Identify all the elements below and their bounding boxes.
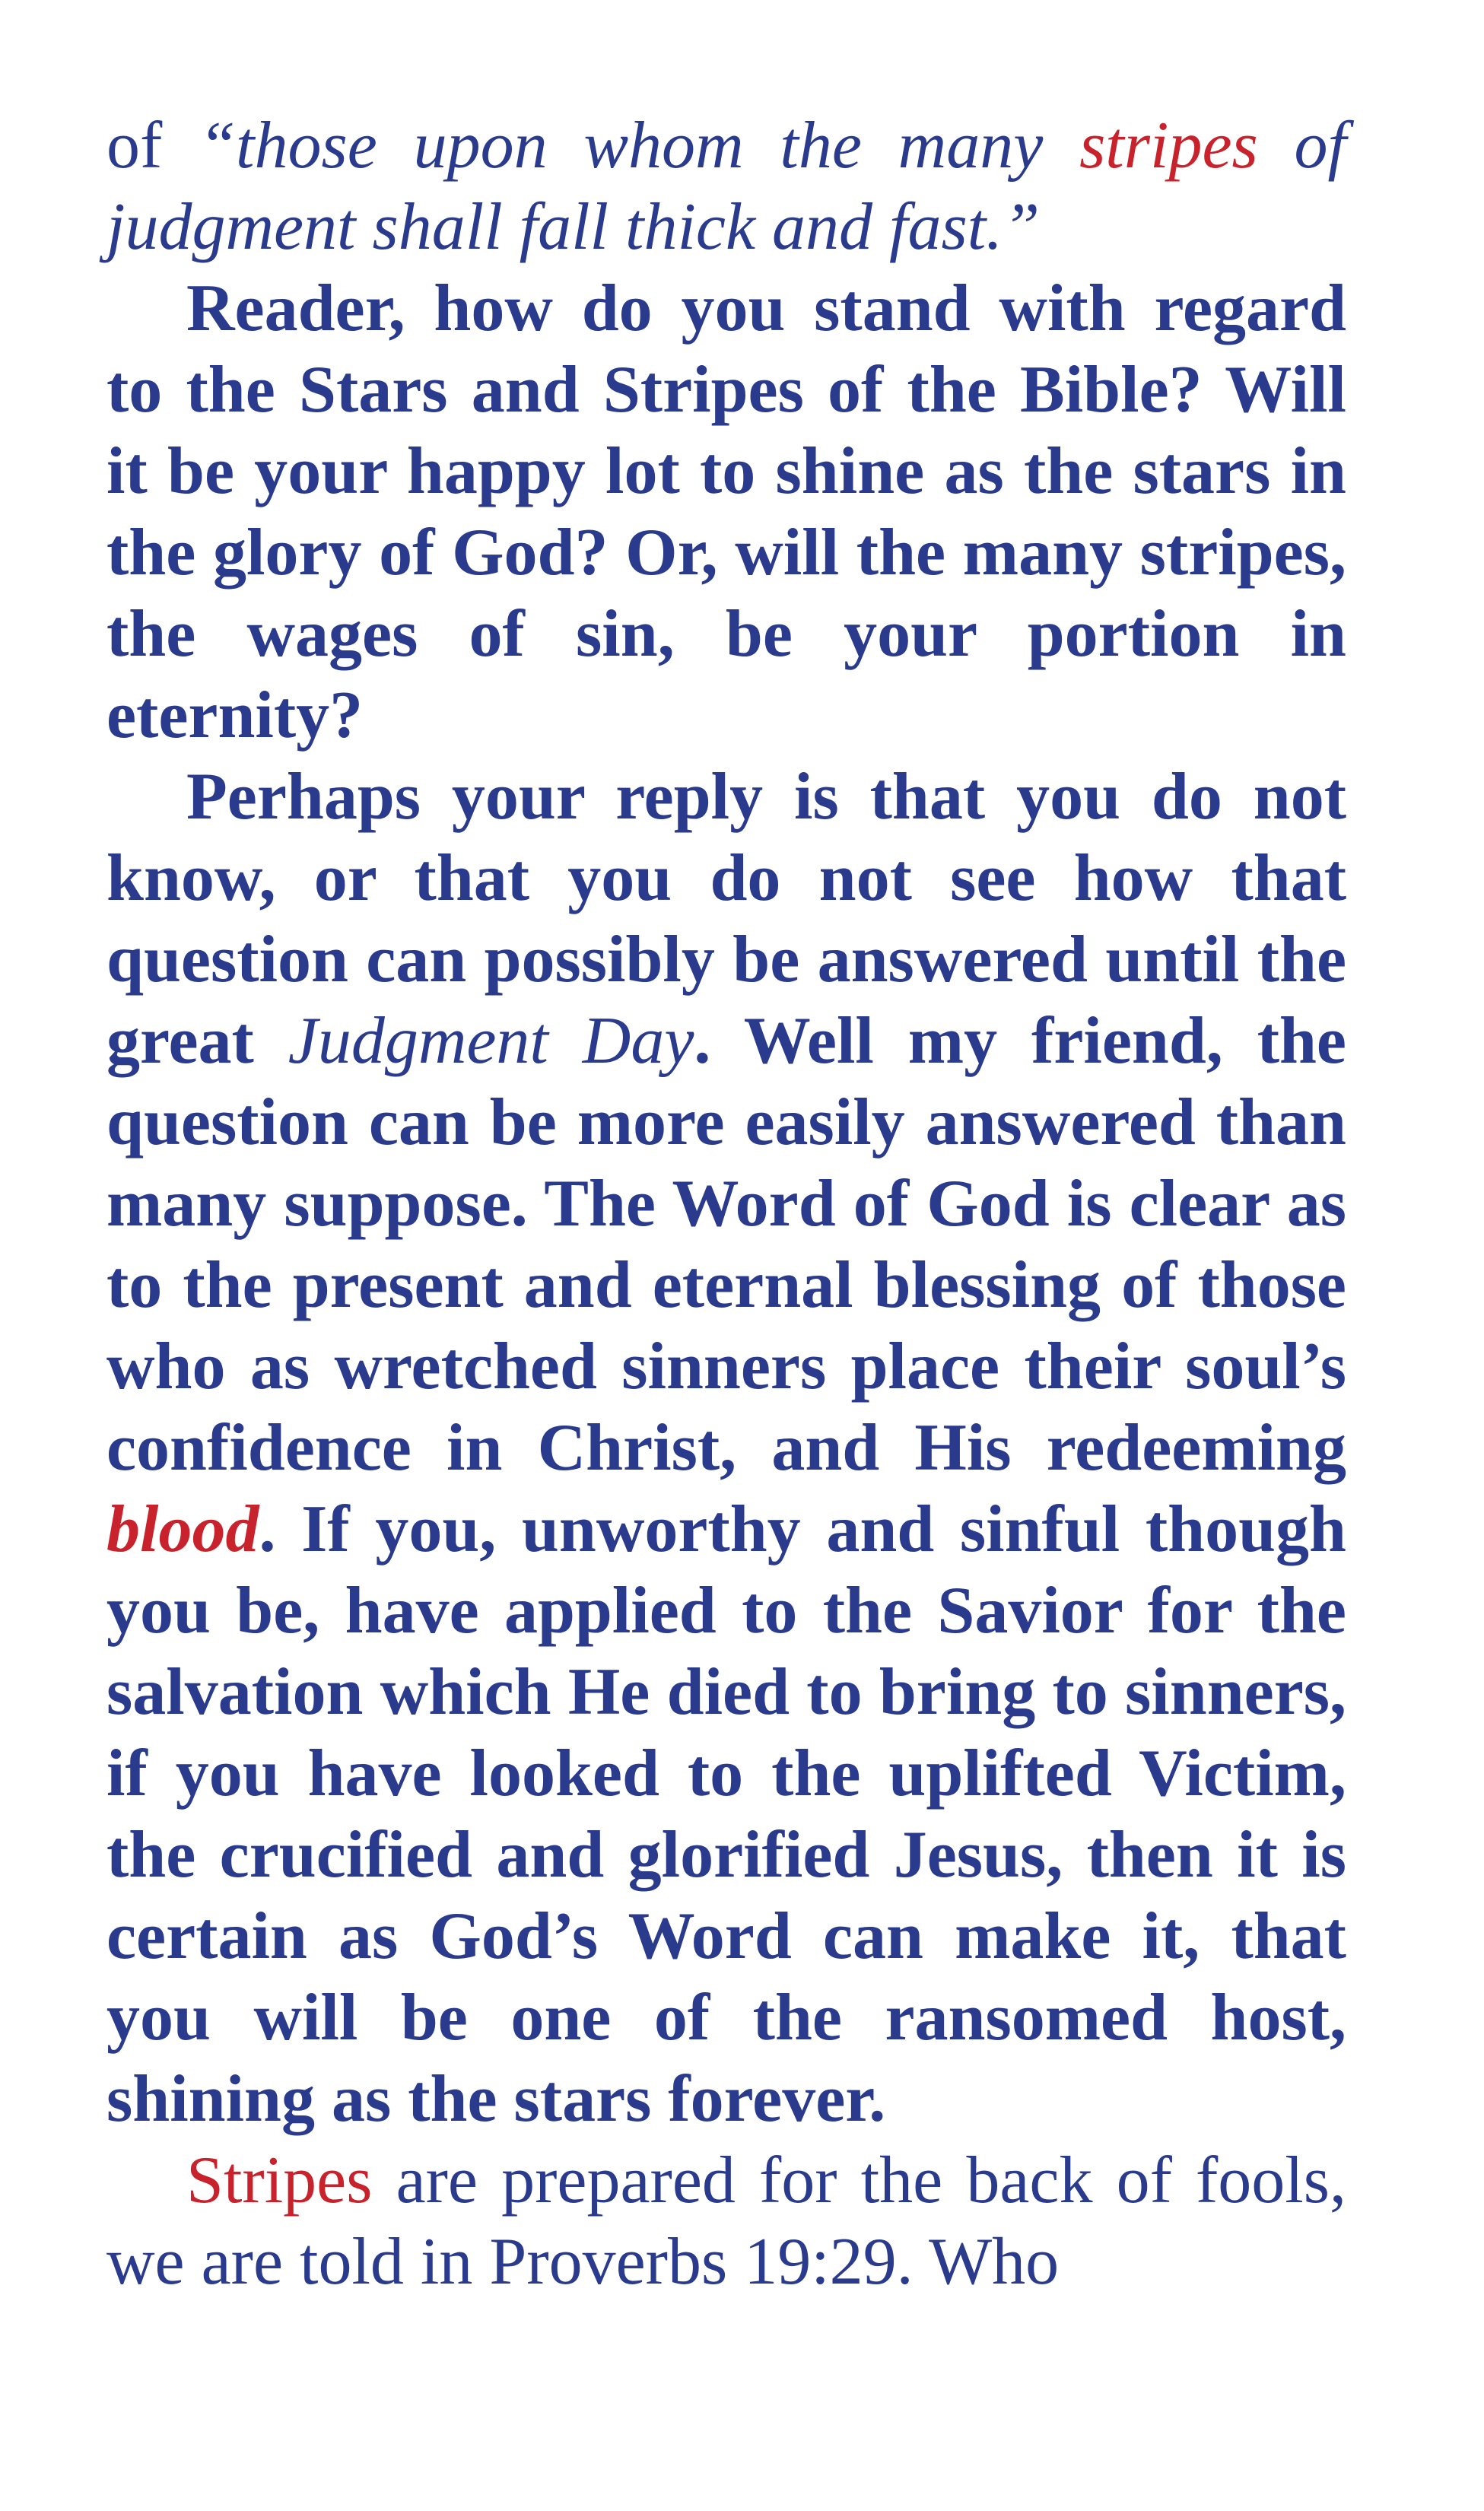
highlight-stripes: Stripes [186, 2144, 373, 2217]
paragraph-reader-question: Reader, how do you stand with regard to the Stars and Stripes of the Bible? Will it be your happy lot to shine as the stars in the glory of God? Or, will the many stripes, the wages of sin, be your portion in eternity? [106, 272, 1346, 752]
quote-italic-end: of judgment shall fall thick and fast.” [106, 109, 1346, 264]
text-run: Perhaps your reply is that you do not know, or that you do not see how that question can possibly be answered until the great [106, 760, 1346, 1078]
quote-italic: “those upon whom the many [199, 109, 1080, 183]
text-run: . If you, unworthy and sinful though you be, have applied to the Savior for the salvation which He died to bring to sinners, if you have looked to the uplifted Victim, the crucified and glorified Jesus, then it is certain as God’s Word can make it, that you will be one of the ransomed host, shining as the stars forever. [106, 1492, 1346, 2136]
paragraph-perhaps-reply [106, 756, 1346, 2140]
paragraph-stripes-proverbs [106, 2140, 1346, 2303]
text-run: . Well my friend, the question can be more easily answered than many suppose. The Word of God is clear as to the present and eternal blessing of those who as wretched sinners place their soul’s confidence in Christ, and His redeeming [106, 1004, 1346, 1485]
highlight-stripes-italic: stripes [1079, 109, 1258, 183]
paragraph-quote-continuation [106, 105, 1346, 268]
highlight-blood: blood [106, 1492, 259, 1566]
text-run: are prepared for the back of fools, we are told in Proverbs 19:29. Who [106, 2144, 1346, 2299]
text-run: of [106, 109, 199, 183]
document-page [106, 105, 1346, 2303]
judgment-day-italic: Judgment Day [288, 1004, 694, 1078]
